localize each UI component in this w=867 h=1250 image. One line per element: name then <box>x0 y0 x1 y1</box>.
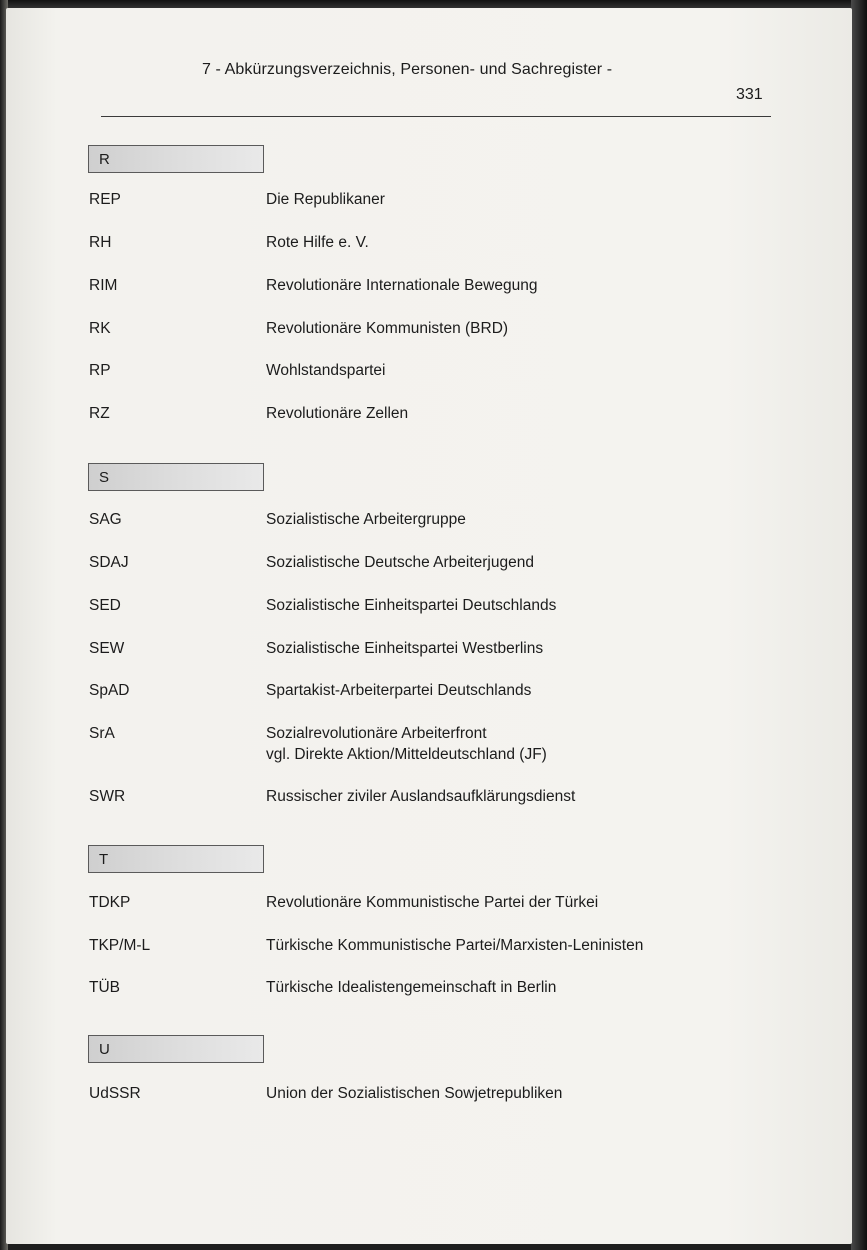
document-page <box>6 8 852 1244</box>
entry-abbreviation: RZ <box>89 405 110 422</box>
section-header-s <box>88 463 264 491</box>
entry-definition-line: Revolutionäre Kommunistische Partei der Türkei <box>266 894 599 911</box>
entry-definition-line: Sozialistische Einheitspartei Deutschlands <box>266 597 557 614</box>
entry-definition <box>266 786 575 807</box>
entry-abbreviation: UdSSR <box>89 1085 141 1102</box>
entry-definition-line: Türkische Kommunistische Partei/Marxisten-Leninisten <box>266 937 644 954</box>
entry-definition-line: Union der Sozialistischen Sowjetrepubliken <box>266 1085 563 1102</box>
entry-abbreviation: TDKP <box>89 894 131 911</box>
header-divider <box>101 116 771 117</box>
entry-abbreviation: SpAD <box>89 682 130 699</box>
entry-definition-line: Spartakist-Arbeiterpartei Deutschlands <box>266 682 532 699</box>
entry-abbreviation: RK <box>89 320 111 337</box>
entry-definition-line: Revolutionäre Kommunisten (BRD) <box>266 320 509 337</box>
entry-abbreviation: RIM <box>89 277 118 294</box>
entry-abbreviation: TKP/M-L <box>89 937 151 954</box>
entry-definition <box>266 509 466 530</box>
entry-abbreviation: SEW <box>89 640 125 657</box>
entry-definition-line: vgl. Direkte Aktion/Mitteldeutschland (JF) <box>266 746 547 763</box>
entry-definition-line: Revolutionäre Internationale Bewegung <box>266 277 538 294</box>
entry-definition <box>266 638 543 659</box>
entry-abbreviation: REP <box>89 191 121 208</box>
entry-definition <box>266 360 385 381</box>
entry-abbreviation: SED <box>89 597 121 614</box>
entry-definition-line: Wohlstandspartei <box>266 362 386 379</box>
entry-definition-line: Revolutionäre Zellen <box>266 405 409 422</box>
entry-definition-line: Sozialistische Arbeitergruppe <box>266 511 466 528</box>
entry-definition <box>266 977 556 998</box>
entry-definition-line: Sozialistische Deutsche Arbeiterjugend <box>266 554 534 571</box>
section-header-u <box>88 1035 264 1063</box>
entry-definition <box>266 595 556 616</box>
entry-definition <box>266 403 408 424</box>
entry-definition <box>266 935 643 956</box>
entry-abbreviation: RP <box>89 362 111 379</box>
section-header-t <box>88 845 264 873</box>
entry-abbreviation: SAG <box>89 511 122 528</box>
entry-definition <box>266 1083 562 1104</box>
entry-definition-line: Sozialrevolutionäre Arbeiterfront <box>266 725 487 742</box>
entry-definition-line: Russischer ziviler Auslandsaufklärungsdienst <box>266 788 576 805</box>
entry-definition-line: Rote Hilfe e. V. <box>266 234 369 251</box>
entry-definition <box>266 552 534 573</box>
entry-definition-line: Sozialistische Einheitspartei Westberlins <box>266 640 544 657</box>
entry-definition <box>266 275 537 296</box>
scan-border-right <box>851 0 867 1250</box>
entry-abbreviation: SWR <box>89 788 126 805</box>
entry-definition-line: Türkische Idealistengemeinschaft in Berlin <box>266 979 557 996</box>
entry-definition <box>266 232 369 253</box>
entry-definition <box>266 680 531 701</box>
entry-definition <box>266 189 385 210</box>
page-header-title: 7 - Abkürzungsverzeichnis, Personen- und Sachregister - <box>202 61 613 78</box>
section-letter: U <box>99 1041 110 1058</box>
entry-abbreviation: TÜB <box>89 979 120 996</box>
entry-abbreviation: RH <box>89 234 112 251</box>
section-letter: S <box>99 469 110 486</box>
entry-definition <box>266 892 598 913</box>
entry-definition-line: Die Republikaner <box>266 191 385 208</box>
entry-definition <box>266 318 508 339</box>
section-header-r <box>88 145 264 173</box>
section-letter: R <box>99 151 110 168</box>
page-number: 331 <box>736 86 763 103</box>
entry-abbreviation: SrA <box>89 725 115 742</box>
section-letter: T <box>99 851 109 868</box>
entry-definition <box>266 723 547 765</box>
entry-abbreviation: SDAJ <box>89 554 129 571</box>
